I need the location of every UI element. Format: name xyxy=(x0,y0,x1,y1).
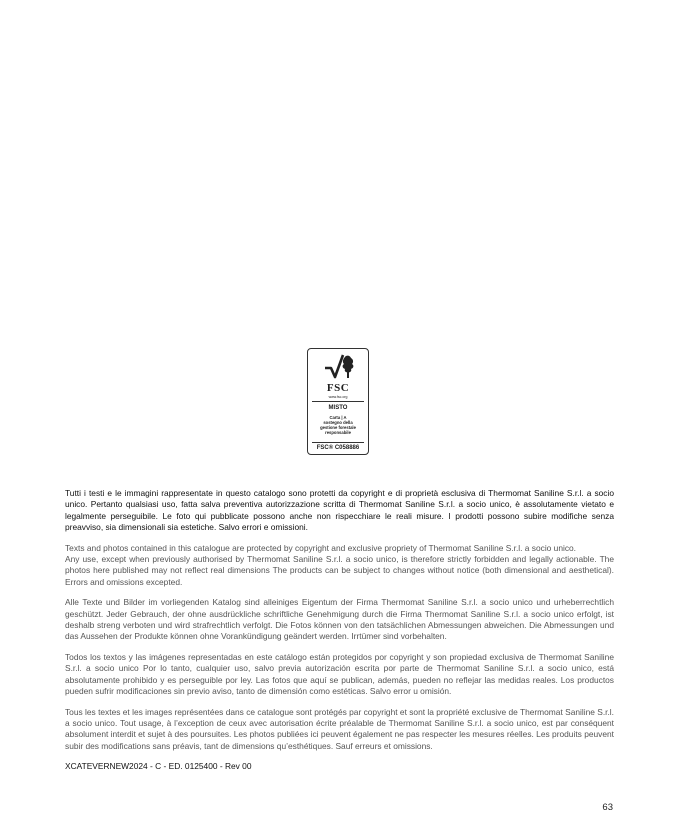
legal-paragraph-it: Tutti i testi e le immagini rappresentate in questo catalogo sono protetti da copyright e di proprietà esclusiva di Thermomat Saniline S.r.l. a socio unico. Pertanto qualsiasi uso, fatta salva preventiva autorizzazione scritta di Thermomat Saniline S.r.l. a socio unico, è assolutamente vietato e legalmente perseguibile. Le foto qui pubblicate possono anche non rispecchiare le reali misure. I prodotti possono subire modifiche senza preavviso, sia dimensionali sia estetiche. Salvo errori e omissioni. xyxy=(65,488,614,533)
fsc-tree-checkmark-icon xyxy=(323,353,355,383)
fsc-logo xyxy=(307,348,369,455)
fsc-divider xyxy=(312,442,364,443)
legal-paragraph-de: Alle Texte und Bilder im vorliegenden Katalog sind alleiniges Eigentum der Firma Thermomat Saniline S.r.l. a socio unico und urheberrechtlich geschützt. Jeder Gebrauch, der ohne ausdrückliche schriftliche Genehmigung durch die Firma Thermomat Saniline S.r.l. a socio unico erfolgt, ist deshalb streng verboten und wird strafrechtlich verfolgt. Die Fotos können von den tatsächlichen Abmessungen abweichen. Die Abmessungen und das Aussehen der Produkte können ohne Vorankündigung geändert werden. Irrtümer sind vorbehalten. xyxy=(65,597,614,642)
fsc-brand: FSC xyxy=(326,382,350,394)
fsc-claim: Carta | A sostegno della gestione forestale responsabile xyxy=(320,415,356,435)
legal-paragraph-fr: Tous les textes et les images représentées dans ce catalogue sont protégés par copyright et sont la propriété exclusive de Thermomat Saniline S.r.l. a socio unico. Tout usage, à l’exception de ceux avec autorisation écrite préalable de Thermomat Saniline S.r.l. a socio unico, est par conséquent absolument interdit et sujet à des poursuites. Les photos publiées ici peuvent également ne pas respecter les mesures réelles. Les produits peuvent subir des modifications sans préavis, tant de dimensions qu’esthétiques. Sauf erreurs et omissions. xyxy=(65,706,614,751)
catalog-code: XCATEVERNEW2024 - C - ED. 0125400 - Rev 00 xyxy=(65,761,252,772)
legal-paragraph-en: Texts and photos contained in this catalogue are protected by copyright and exclusive propriety of Thermomat Saniline S.r.l. a socio unico. Any use, except when previously authorised by Thermomat Saniline S.r.l. a socio unico, is therefore strictly forbidden and legally actionable. The photos here published may not reflect real dimensions The products can be subject to changes without notice (both dimensional and aesthetical). Errors and omissions excepted. xyxy=(65,542,614,587)
page-number: 63 xyxy=(602,802,613,813)
legal-paragraph-es: Todos los textos y las imágenes representadas en este catálogo están protegidos por copyright y son propiedad exclusiva de Thermomat Saniline S.r.l. a socio unico Por lo tanto, cualquier uso, salvo previa autorización escrita por parte de Thermomat Saniline S.r.l. a socio unico, está absolutamente prohibido y es perseguible por ley. Las fotos que aquí se publican, además, pueden no reflejar las medidas reales. Los productos pueden sufrir modificaciones sin previo aviso, tanto de dimensión como estéticas. Salvo error u omisión. xyxy=(65,651,614,697)
fsc-url: www.fsc.org xyxy=(328,395,348,399)
fsc-label: MISTO xyxy=(328,405,348,411)
fsc-divider xyxy=(312,401,364,402)
fsc-license-code: FSC® C058886 xyxy=(316,445,360,451)
legal-notice xyxy=(65,488,614,782)
